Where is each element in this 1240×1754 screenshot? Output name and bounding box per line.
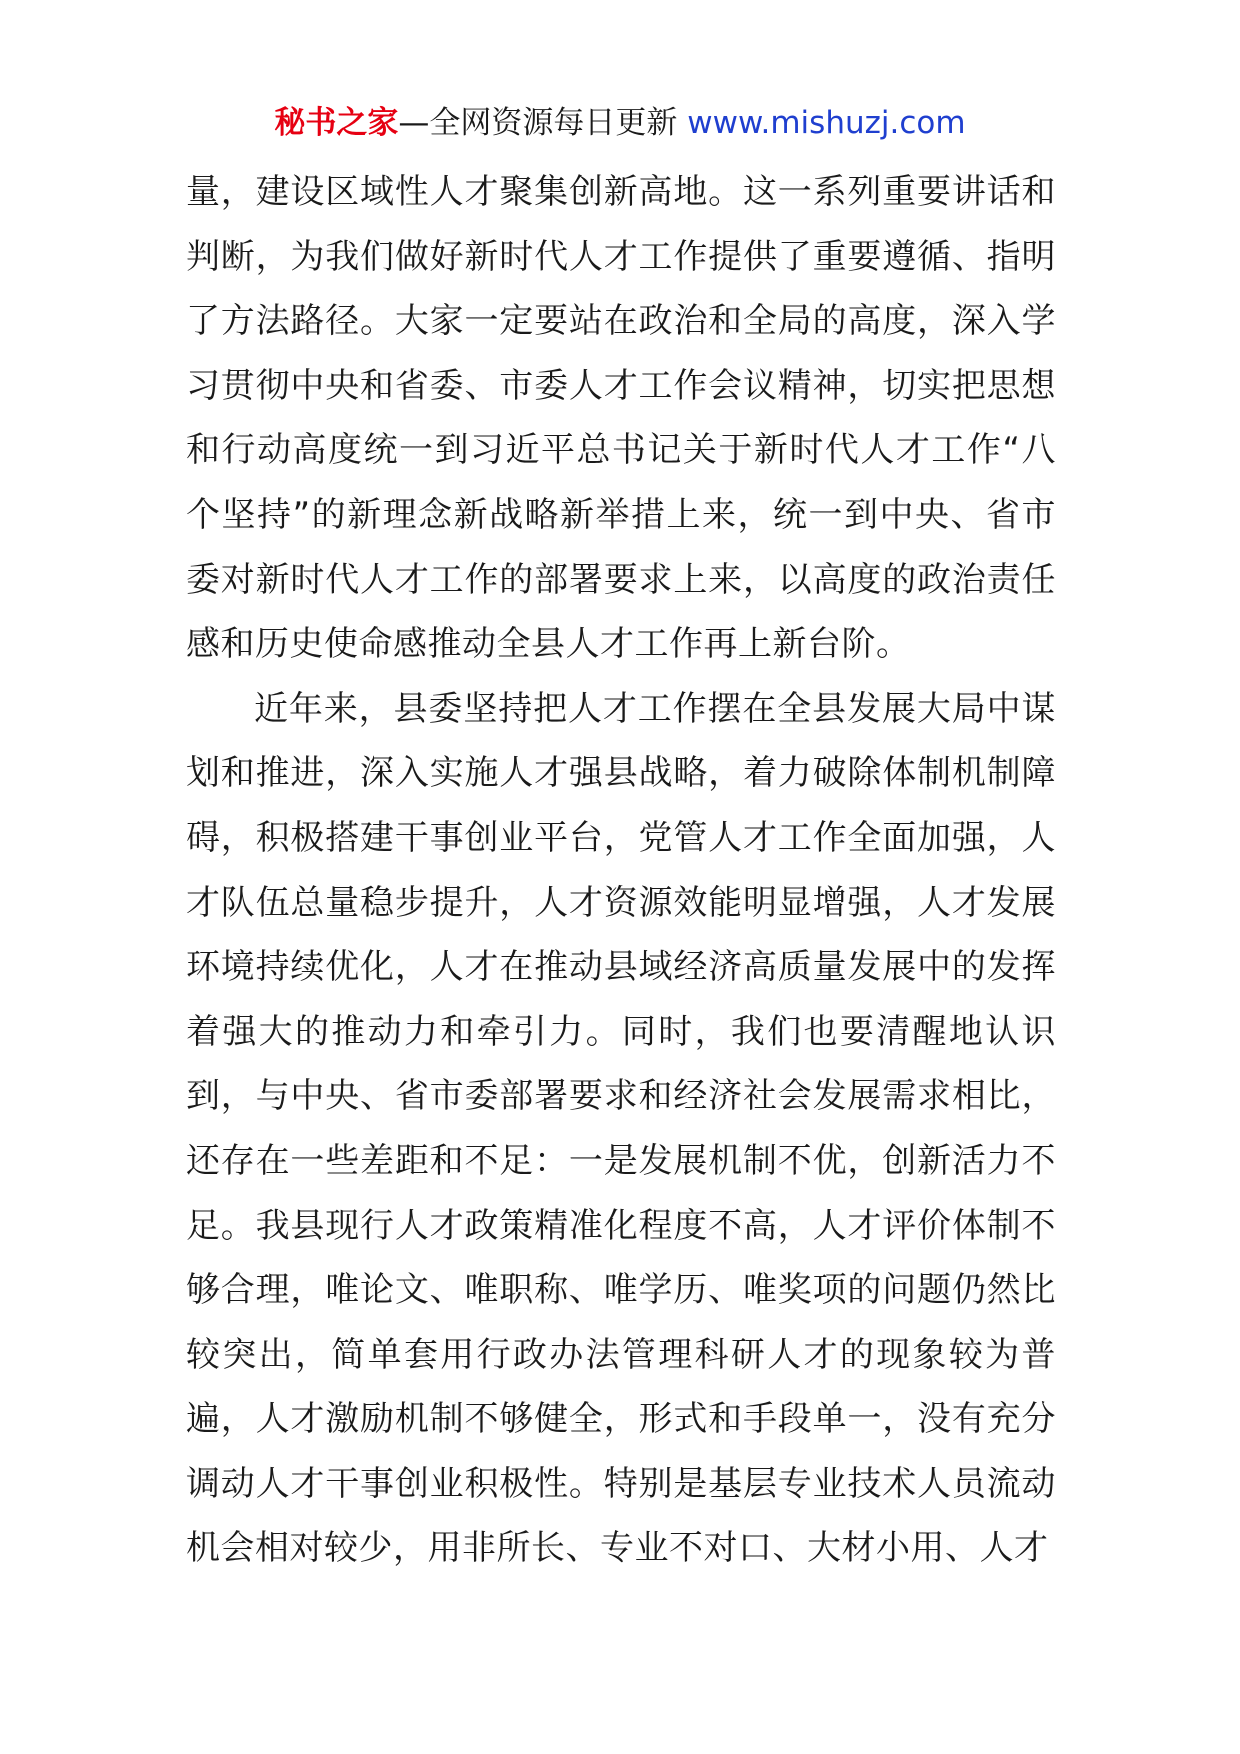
header-brand: 秘书之家 <box>274 105 399 141</box>
paragraph-2: 近年来，县委坚持把人才工作摆在全县发展大局中谋划和推进，深入实施人才强县战略，着力破除体制机制障碍，积极搭建干事创业平台，党管人才工作全面加强，人才队伍总量稳步提升，人才资源效能明显增强，人才发展环境持续优化，人才在推动县域经济高质量发展中的发挥着强大的推动力和牵引力。同时，我们也要清醒地认识到，与中央、省市委部署要求和经济社会发展需求相比，还存在一些差距和不足：一是发展机制不优，创新活力不足。我县现行人才政策精准化程度不高，人才评价体制不够合理，唯论文、唯职称、唯学历、唯奖项的问题仍然比较突出，简单套用行政办法管理科研人才的现象较为普遍，人才激励机制不够健全，形式和手段单一，没有充分调动人才干事创业积极性。特别是基层专业技术人员流动机会相对较少，用非所长、专业不对口、大材小用、人才 <box>186 688 1056 1569</box>
page-header <box>0 100 1240 146</box>
header-url-link[interactable]: www.mishuzj.com <box>687 105 966 141</box>
document-body <box>186 160 1056 1581</box>
paragraph-1: 量，建设区域性人才聚集创新高地。这一系列重要讲话和判断，为我们做好新时代人才工作提供了重要遵循、指明了方法路径。大家一定要站在政治和全局的高度，深入学习贯彻中央和省委、市委人才工作会议精神，切实把思想和行动高度统一到习近平总书记关于新时代人才工作“八个坚持”的新理念新战略新举措上来，统一到中央、省市委对新时代人才工作的部署要求上来，以高度的政治责任感和历史使命感推动全县人才工作再上新台阶。 <box>186 172 1056 665</box>
header-slogan: —全网资源每日更新 <box>398 105 678 141</box>
